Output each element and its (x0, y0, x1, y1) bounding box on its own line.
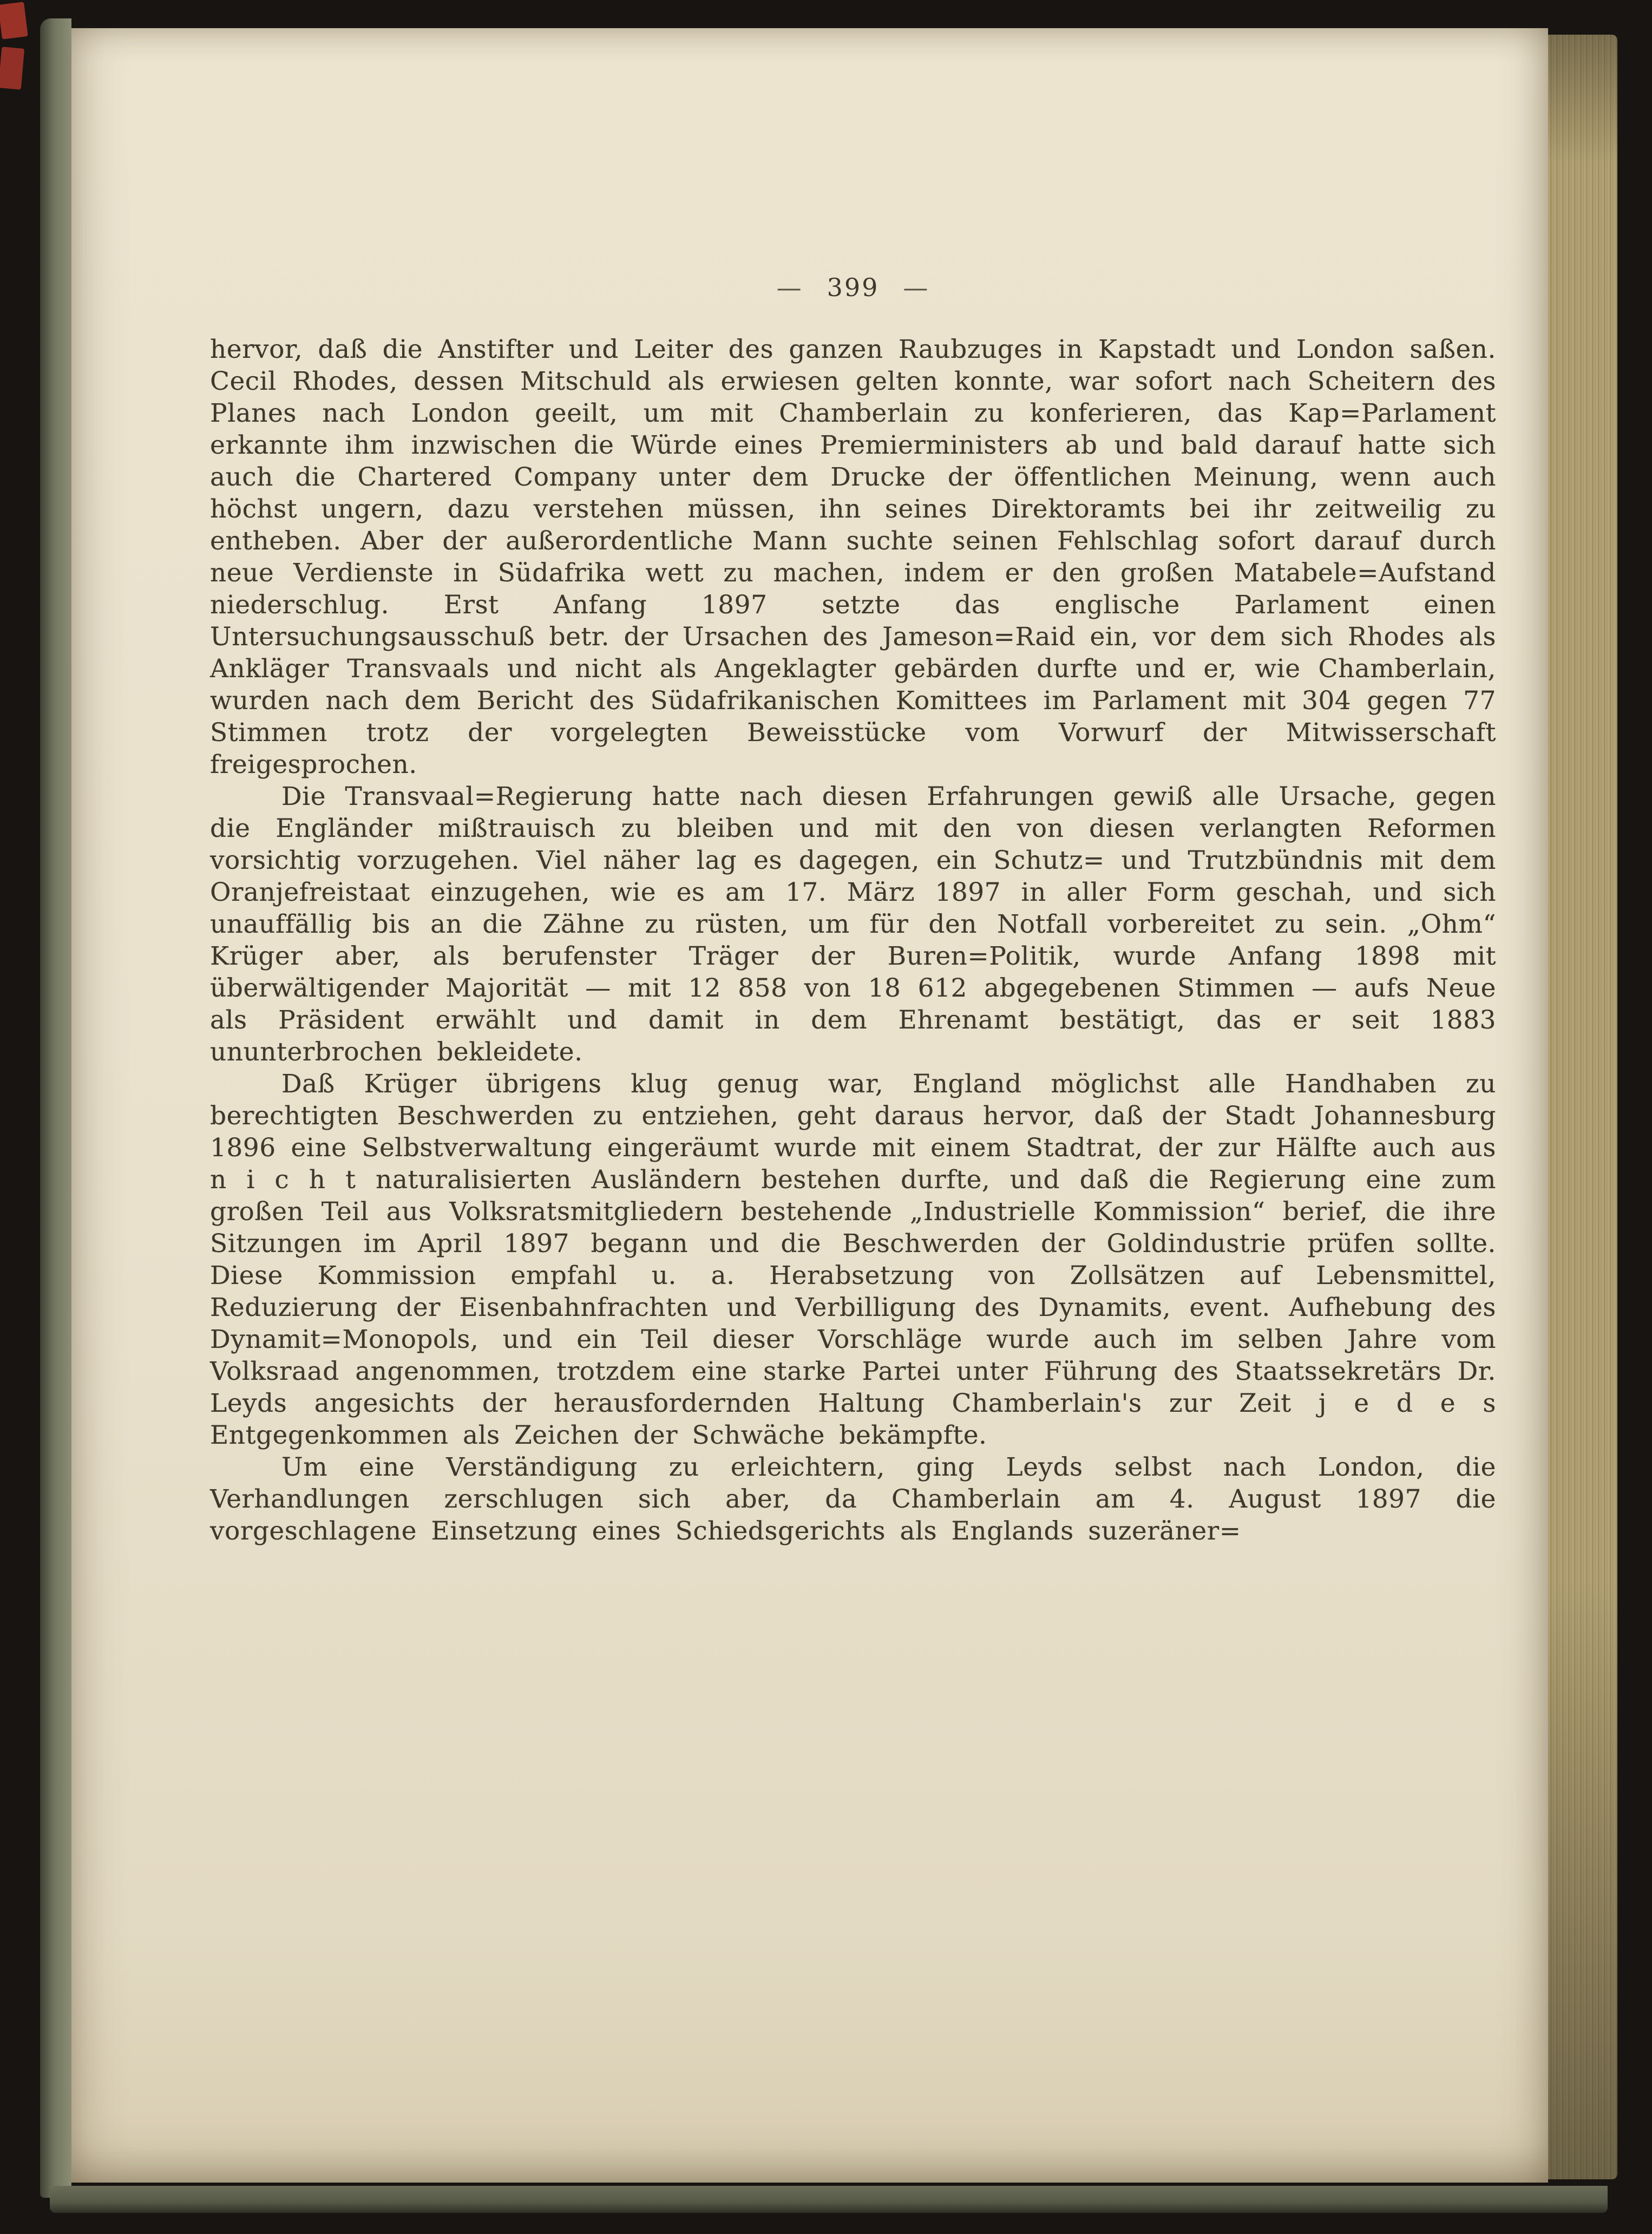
text-block (210, 333, 1496, 1547)
book-page (71, 28, 1548, 2183)
paragraph: Die Transvaal=Regierung hatte nach diesen Erfahrungen gewiß alle Ursache, gegen die Engländer mißtrauisch zu bleiben und mit den von diesen verlangten Reformen vorsichtig vorzugehen. Viel näher lag es dagegen, ein Schutz= und Trutzbündnis mit dem Oranjefreistaat einzugehen, wie es am 17. März 1897 in aller Form geschah, und sich unauffällig bis an die Zähne zu rüsten, um für den Notfall vorbereitet zu sein. „Ohm“ Krüger aber, als berufenster Träger der Buren=Politik, wurde Anfang 1898 mit überwältigender Majorität — mit 12 858 von 18 612 abgegebenen Stimmen — aufs Neue als Präsident erwählt und damit in dem Ehrenamt bestätigt, das er seit 1883 ununterbrochen bekleidete. (210, 782, 1496, 1067)
paragraph: hervor, daß die Anstifter und Leiter des ganzen Raubzuges in Kapstadt und London saßen. Cecil Rhodes, dessen Mitschuld als erwiesen gelten konnte, war sofort nach Scheitern des Planes nach London geeilt, um mit Chamberlain zu konferieren, das Kap=Parlament erkannte ihm inzwischen die Würde eines Premierministers ab und bald darauf hatte sich auch die Chartered Company unter dem Drucke der öffentlichen Meinung, wenn auch höchst ungern, dazu verstehen müssen, ihn seines Direktoramts bei ihr zeitweilig zu entheben. Aber der außerordentliche Mann suchte seinen Fehlschlag sofort darauf durch neue Verdienste in Südafrika wett zu machen, indem er den großen Matabele=Aufstand niederschlug. Erst Anfang 1897 setzte das englische Parlament einen Untersuchungsausschuß betr. der Ursachen des Jameson=Raid ein, vor dem sich Rhodes als Ankläger Transvaals und nicht als Angeklagter gebärden durfte und er, wie Chamberlain, wurden nach dem Bericht des Südafrikanischen Komittees im Parlament mit 304 gegen 77 Stimmen trotz der vorgelegten Beweisstücke vom Vorwurf der Mitwisserschaft freigesprochen. (210, 335, 1496, 779)
page-number-dash-right: — (903, 273, 930, 302)
paragraph: Um eine Verständigung zu erleichtern, ging Leyds selbst nach London, die Verhandlungen zerschlugen sich aber, da Chamberlain am 4. August 1897 die vorgeschlagene Einsetzung eines Schiedsgerichts als Englands suzeräner= (210, 1452, 1496, 1546)
red-label-fragment (0, 47, 24, 89)
page-number (210, 273, 1496, 302)
page-number-dash-left: — (776, 273, 803, 302)
red-label-fragment (0, 2, 28, 39)
book-cover-left-edge (40, 18, 71, 2198)
book-cover-bottom-edge (50, 2186, 1608, 2213)
page-number-value: 399 (827, 273, 880, 302)
paragraph: Daß Krüger übrigens klug genug war, England möglichst alle Handhaben zu berechtigten Beschwerden zu entziehen, geht daraus hervor, daß der Stadt Johannesburg 1896 eine Selbstverwaltung eingeräumt wurde mit einem Stadtrat, der zur Hälfte auch aus n i c h t naturalisierten Ausländern bestehen durfte, und daß die Regierung eine zum großen Teil aus Volksratsmitgliedern bestehende „Industrielle Kommission“ berief, die ihre Sitzungen im April 1897 begann und die Beschwerden der Goldindustrie prüfen sollte. Diese Kommission empfahl u. a. Herabsetzung von Zollsätzen auf Lebensmittel, Reduzierung der Eisenbahnfrachten und Verbilligung des Dynamits, event. Aufhebung des Dynamit=Monopols, und ein Teil dieser Vorschläge wurde auch im selben Jahre vom Volksraad angenommen, trotzdem eine starke Partei unter Führung des Staatssekretärs Dr. Leyds angesichts der herausfordernden Haltung Chamberlain's zur Zeit j e d e s Entgegenkommen als Zeichen der Schwäche bekämpfte. (210, 1069, 1496, 1450)
page-fore-edge-stack (1548, 35, 1617, 2179)
